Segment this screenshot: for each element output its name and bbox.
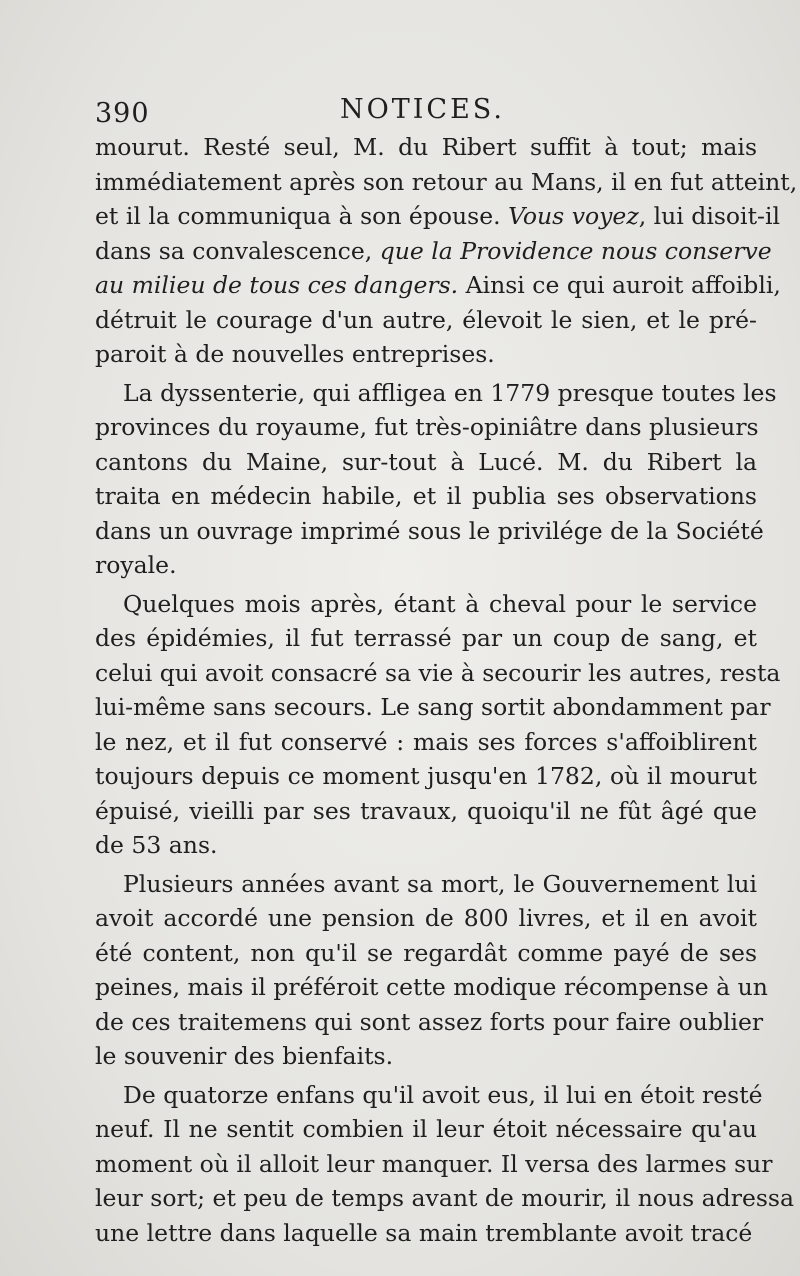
text-line: moment où il alloit leur manquer. Il versa des larmes sur xyxy=(95,1149,773,1178)
text-segment: et il la communiqua à son épouse. xyxy=(95,202,509,230)
paragraph-3 xyxy=(95,587,781,863)
text-line: Quelques mois après, étant à cheval pour le service xyxy=(123,589,757,618)
page-number: 390 xyxy=(95,98,150,129)
text-line: détruit le courage d'un autre, élevoit le sien, et le pré- xyxy=(95,305,757,334)
text-line xyxy=(95,268,781,303)
text-line: mourut. Resté seul, M. du Ribert suffit à tout; mais xyxy=(95,133,757,161)
text-line: La dyssenterie, qui affligea en 1779 presque toutes les xyxy=(123,378,777,407)
italic-segment: au milieu de tous ces dangers. xyxy=(95,271,459,299)
text-line: immédiatement après son retour au Mans, il en fut atteint, xyxy=(95,167,798,196)
text-line: leur sort; et peu de temps avant de mourir, il nous adressa xyxy=(95,1184,794,1212)
text-line: lui-même sans secours. Le sang sortit abondamment par xyxy=(95,693,771,721)
text-line: été content, non qu'il se regardât comme payé de ses xyxy=(95,938,757,967)
text-line: le souvenir des bienfaits. xyxy=(95,1042,394,1070)
text-line xyxy=(95,234,772,269)
text-line: cantons du Maine, sur-tout à Lucé. M. du Ribert la xyxy=(95,447,757,476)
paragraph-5 xyxy=(95,1078,794,1251)
text-line: de 53 ans. xyxy=(95,831,218,859)
text-line: De quatorze enfans qu'il avoit eus, il lui en étoit resté xyxy=(123,1080,763,1109)
text-line: le nez, et il fut conservé : mais ses forces s'affoiblirent xyxy=(95,727,757,756)
text-line: des épidémies, il fut terrassé par un coup de sang, et xyxy=(95,624,757,652)
text-line: royale. xyxy=(95,551,177,579)
text-line: de ces traitemens qui sont assez forts pour faire oublier xyxy=(95,1007,764,1036)
running-head xyxy=(95,90,760,134)
text-line: avoit accordé une pension de 800 livres, et il en avoit xyxy=(95,904,757,932)
text-line: Plusieurs années avant sa mort, le Gouvernement lui xyxy=(123,869,757,898)
italic-segment: que la Providence nous conserve xyxy=(379,236,772,265)
body-text xyxy=(95,130,798,1250)
text-line: neuf. Il ne sentit combien il leur étoit nécessaire qu'au xyxy=(95,1115,757,1143)
text-line: une lettre dans laquelle sa main tremblante avoit tracé xyxy=(95,1218,753,1247)
paragraph-2 xyxy=(95,376,777,583)
text-segment: dans sa convalescence, xyxy=(95,236,380,265)
text-line: peines, mais il préféroit cette modique récompense à un xyxy=(95,973,768,1001)
text-line: celui qui avoit consacré sa vie à secourir les autres, resta xyxy=(95,658,781,687)
italic-segment: Vous voyez xyxy=(508,202,639,230)
text-line: provinces du royaume, fut très-opiniâtre dans plusieurs xyxy=(95,413,759,441)
paragraph-1 xyxy=(95,130,798,372)
text-line: paroit à de nouvelles entreprises. xyxy=(95,340,495,368)
text-line: dans un ouvrage imprimé sous le privilége de la Société xyxy=(95,516,764,545)
paragraph-4 xyxy=(95,867,768,1074)
text-line: traita en médecin habile, et il publia ses observations xyxy=(95,482,757,510)
running-title: NOTICES. xyxy=(340,94,505,125)
text-segment: Ainsi ce qui auroit affoibli, xyxy=(458,271,781,299)
text-line: toujours depuis ce moment jusqu'en 1782, où il mourut xyxy=(95,762,757,790)
text-line xyxy=(95,199,780,234)
text-segment: , lui disoit-il xyxy=(638,202,780,230)
text-line: épuisé, vieilli par ses travaux, quoiqu'il ne fût âgé que xyxy=(95,796,757,825)
